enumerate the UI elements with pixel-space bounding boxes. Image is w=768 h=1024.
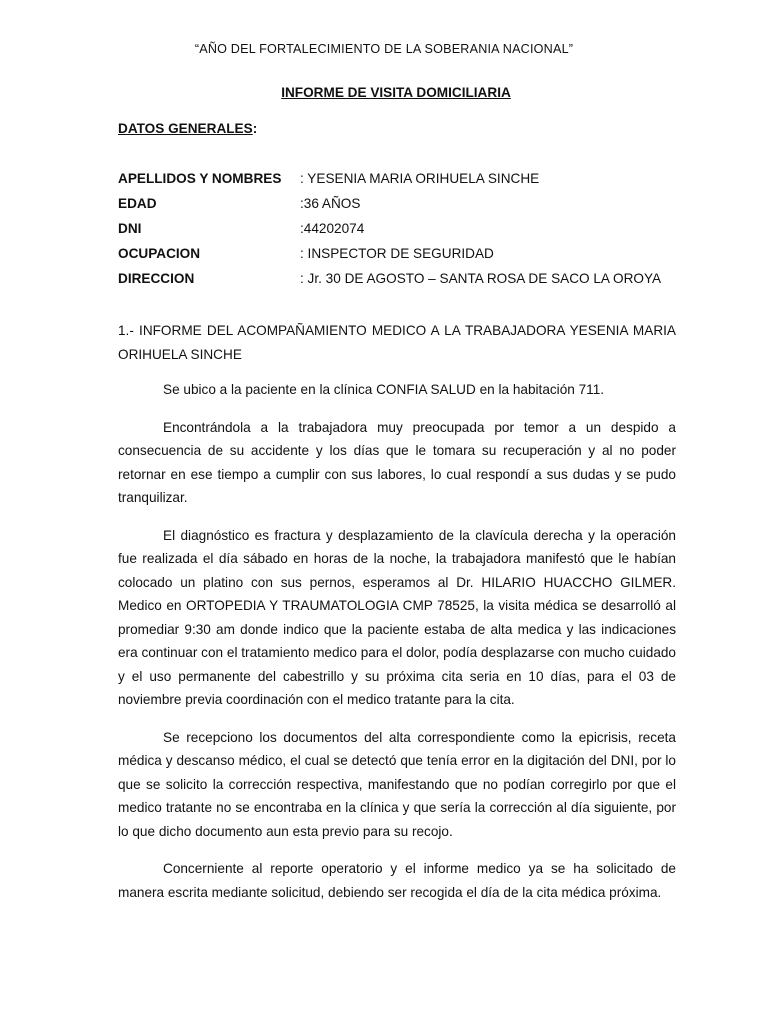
data-row-age	[118, 195, 678, 220]
data-row-address	[118, 270, 678, 295]
report-paragraph: Se ubico a la paciente en la clínica CONFIA SALUD en la habitación 711.	[163, 382, 605, 397]
data-row-dni	[118, 220, 678, 245]
section-heading	[118, 121, 257, 136]
header-motto: “AÑO DEL FORTALECIMIENTO DE LA SOBERANIA NACIONAL”	[194, 42, 574, 56]
data-value: :44202074	[300, 221, 365, 236]
data-row-occupation	[118, 245, 678, 270]
report-paragraph: Se recepciono los documentos del alta correspondiente como la epicrisis, receta médica y descanso médico, el cual se detectó que tenía error en la digitación del DNI, por lo que se solicito la corrección respectiva, manifestando que no podían corregirlo por que el medico tratante no se encontraba en la clínica y que sería la corrección al día siguiente, por lo que dicho documento aun esta previo para su recojo.	[118, 729, 676, 839]
data-label: APELLIDOS Y NOMBRES	[118, 171, 282, 186]
data-value: :36 AÑOS	[300, 196, 361, 211]
report-intro: 1.- INFORME DEL ACOMPAÑAMIENTO MEDICO A LA TRABAJADORA YESENIA MARIA ORIHUELA SINCHE	[118, 323, 676, 362]
report-body	[118, 319, 676, 918]
data-value: : INSPECTOR DE SEGURIDAD	[300, 246, 494, 261]
document-title: INFORME DE VISITA DOMICILIARIA	[281, 85, 511, 100]
data-value: : YESENIA MARIA ORIHUELA SINCHE	[300, 171, 540, 186]
data-value: : Jr. 30 DE AGOSTO – SANTA ROSA DE SACO LA OROYA	[300, 271, 662, 286]
general-data-table	[118, 170, 678, 295]
data-row-name	[118, 170, 678, 195]
report-paragraph: Concerniente al reporte operatorio y el informe medico ya se ha solicitado de manera escrita mediante solicitud, debiendo ser recogida el día de la cita médica próxima.	[118, 861, 676, 900]
report-paragraph: El diagnóstico es fractura y desplazamiento de la clavícula derecha y la operación fue realizada el día sábado en horas de la noche, la trabajadora manifestó que le habían colocado un platino con sus pernos, esperamos al Dr. HILARIO HUACCHO GILMER. Medico en ORTOPEDIA Y TRAUMATOLOGIA CMP 78525, la visita médica se desarrolló al promediar 9:30 am donde indico que la paciente estaba de alta medica y las indicaciones era continuar con el tratamiento medico para el dolor, podía desplazarse con mucho cuidado y el uso permanente del cabestrillo y su próxima cita seria en 10 días, para el 03 de noviembre previa coordinación con el medico tratante para la cita.	[118, 527, 676, 707]
data-label: EDAD	[118, 196, 157, 211]
section-heading-text: DATOS GENERALES	[118, 121, 253, 136]
report-paragraph: Encontrándola a la trabajadora muy preocupada por temor a un despido a consecuencia de su accidente y los días que le tomara su recuperación y al no poder retornar en ese tiempo a cumplir con sus labores, lo cual respondí a sus dudas y se pudo tranquilizar.	[118, 419, 676, 505]
section-heading-colon: :	[252, 121, 258, 136]
data-label: DNI	[118, 221, 142, 236]
data-label: OCUPACION	[118, 246, 201, 261]
data-label: DIRECCION	[118, 271, 195, 286]
